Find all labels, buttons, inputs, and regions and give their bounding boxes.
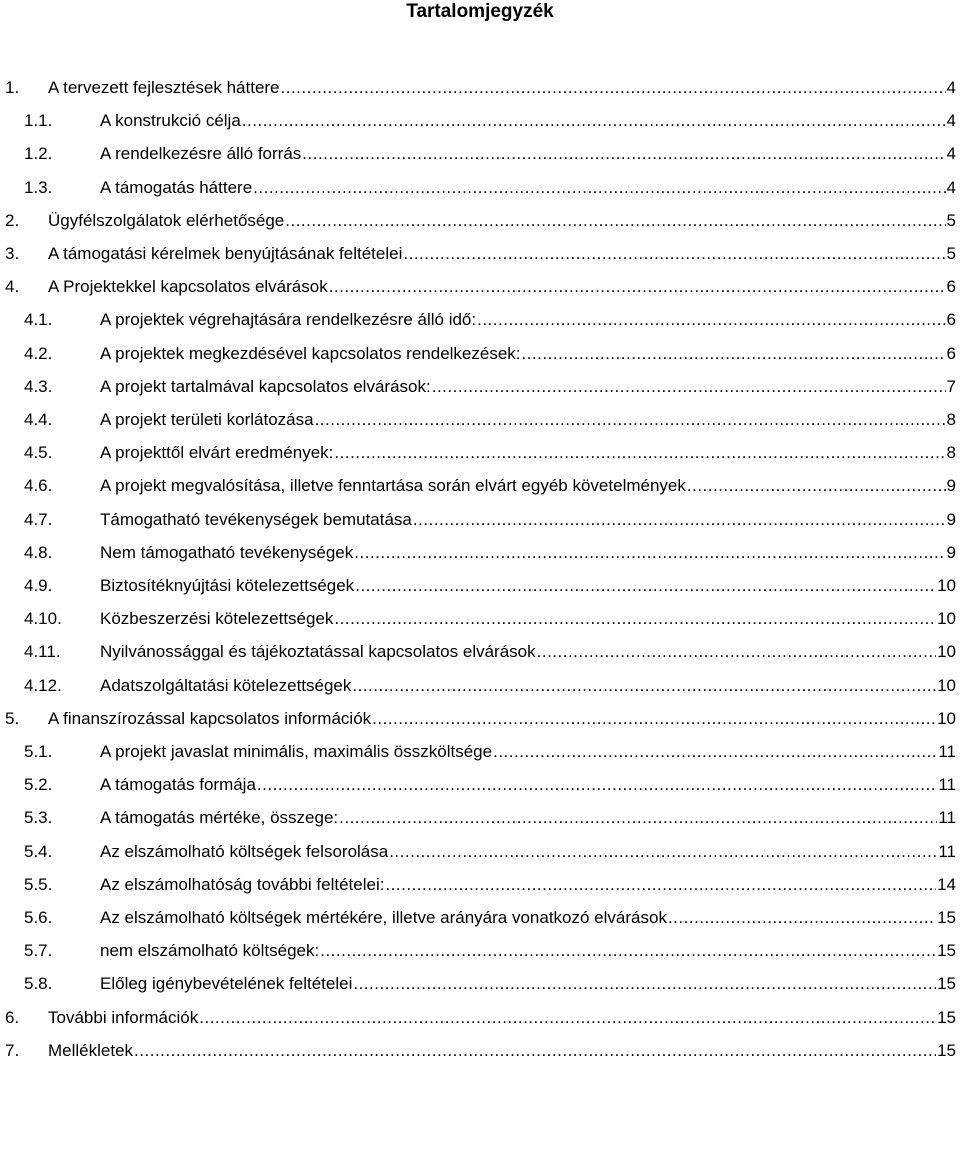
toc-entry[interactable] — [0, 270, 960, 303]
toc-entry[interactable] — [0, 237, 960, 270]
toc-leader-dots — [493, 735, 937, 768]
toc-entry-page: 4 — [946, 78, 956, 97]
toc-leader-dots — [372, 702, 936, 735]
toc-leader-dots — [334, 602, 936, 635]
toc-entry-label[interactable]: A projekt tartalmával kapcsolatos elvárások: — [100, 377, 431, 396]
toc-entry-page: 4 — [946, 144, 956, 163]
toc-leader-dots — [329, 270, 946, 303]
toc-entry-number: 5.8. — [24, 974, 53, 993]
toc-entry[interactable] — [0, 370, 960, 403]
toc-entry[interactable] — [0, 337, 960, 370]
toc-entry-number: 4.3. — [24, 377, 53, 396]
toc-entry-number: 4.11. — [24, 642, 61, 661]
toc-entry[interactable] — [0, 602, 960, 635]
toc-leader-dots — [339, 801, 937, 834]
toc-entry-page: 9 — [946, 543, 956, 562]
toc-entry-label[interactable]: A projekt javaslat minimális, maximális összköltsége — [100, 742, 493, 761]
toc-entry-number: 1.2. — [24, 144, 53, 163]
toc-entry-number: 5.3. — [24, 808, 53, 827]
toc-entry-number: 4.12. — [24, 676, 62, 695]
toc-entry[interactable] — [0, 635, 960, 668]
toc-entry-number: 6. — [5, 1008, 20, 1027]
toc-entry-label[interactable]: A konstrukció célja — [100, 111, 241, 130]
toc-entry-number: 4.5. — [24, 443, 53, 462]
toc-entry-number: 5.6. — [24, 908, 53, 927]
toc-entry-number: 5.2. — [24, 775, 53, 794]
toc-entry[interactable] — [0, 1001, 960, 1034]
toc-entry-label[interactable]: Adatszolgáltatási kötelezettségek — [100, 676, 352, 695]
toc-entry[interactable] — [0, 967, 960, 1000]
toc-entry-page: 9 — [946, 476, 956, 495]
toc-entry[interactable] — [0, 303, 960, 336]
toc-entry-number: 4.8. — [24, 543, 53, 562]
toc-leader-dots — [522, 337, 946, 370]
toc-leader-dots — [432, 370, 946, 403]
toc-entry-page: 15 — [937, 941, 956, 960]
toc-entry-page: 8 — [946, 443, 956, 462]
toc-leader-dots — [242, 104, 946, 137]
toc-entry-page: 10 — [937, 676, 956, 695]
toc-leader-dots — [320, 934, 936, 967]
toc-entry-number: 5.7. — [24, 941, 53, 960]
toc-entry-page: 15 — [937, 974, 956, 993]
toc-entry-page: 6 — [946, 277, 956, 296]
toc-entry-label[interactable]: A projekt területi korlátozása — [100, 410, 314, 429]
toc-title: Tartalomjegyzék — [406, 1, 554, 22]
toc-leader-dots — [477, 303, 945, 336]
toc-entry-label[interactable]: Nyilvánossággal és tájékoztatással kapcsolatos elvárások — [100, 642, 536, 661]
toc-entry-page: 4 — [946, 111, 956, 130]
toc-entry[interactable] — [0, 71, 960, 104]
toc-entry-number: 1.1. — [24, 111, 53, 130]
toc-leader-dots — [302, 137, 945, 170]
toc-entry-label[interactable]: A projekttől elvárt eredmények: — [100, 443, 334, 462]
toc-entry-label[interactable]: Közbeszerzési kötelezettségek — [100, 609, 334, 628]
toc-entry-label[interactable]: A támogatás formája — [100, 775, 256, 794]
toc-entry-label[interactable]: Ügyfélszolgálatok elérhetősége — [48, 211, 285, 230]
toc-entry-page: 14 — [937, 875, 956, 894]
toc-entry[interactable] — [0, 901, 960, 934]
toc-entry-page: 15 — [937, 1008, 956, 1027]
toc-entry-number: 4.10. — [24, 609, 62, 628]
toc-entry-number: 1. — [5, 78, 20, 97]
toc-entry-page: 7 — [946, 377, 956, 396]
toc-entry-page: 11 — [938, 742, 956, 761]
toc-leader-dots — [668, 901, 936, 934]
toc-entry[interactable] — [0, 503, 960, 536]
toc-leader-dots — [687, 469, 946, 502]
toc-entry-label[interactable]: Nem támogatható tevékenységek — [100, 543, 354, 562]
toc-entry[interactable] — [0, 934, 960, 967]
toc-entry-label[interactable]: A Projektekkel kapcsolatos elvárások — [48, 277, 328, 296]
toc-entry-number: 4.4. — [24, 410, 53, 429]
toc-entry-page: 10 — [937, 709, 956, 728]
toc-entry[interactable] — [0, 403, 960, 436]
toc-entry-number: 5.4. — [24, 842, 53, 861]
toc-entry-page: 6 — [946, 344, 956, 363]
toc-entry-number: 4.2. — [24, 344, 53, 363]
toc-entry[interactable] — [0, 1034, 960, 1067]
toc-entry-label[interactable]: Mellékletek — [48, 1041, 134, 1060]
toc-entry-label[interactable]: További információk — [48, 1008, 199, 1027]
toc-entry[interactable] — [0, 436, 960, 469]
toc-entry-number: 4.9. — [24, 576, 53, 595]
toc-entry[interactable] — [0, 868, 960, 901]
toc-leader-dots — [352, 669, 936, 702]
toc-entry-page: 6 — [946, 310, 956, 329]
toc-entry-page: 8 — [946, 410, 956, 429]
toc-leader-dots — [199, 1001, 936, 1034]
toc-entry[interactable] — [0, 835, 960, 868]
toc-entry[interactable] — [0, 536, 960, 569]
toc-leader-dots — [413, 503, 946, 536]
toc-entry-number: 4. — [5, 277, 20, 296]
toc-entry[interactable] — [0, 204, 960, 237]
toc-leader-dots — [285, 204, 945, 237]
toc-entry[interactable] — [0, 104, 960, 137]
toc-entry-number: 2. — [5, 211, 20, 230]
toc-entry[interactable] — [0, 469, 960, 502]
toc-entry-label[interactable]: Előleg igénybevételének feltételei — [100, 974, 353, 993]
toc-entry-number: 4.6. — [24, 476, 53, 495]
toc-entry[interactable] — [0, 669, 960, 702]
toc-leader-dots — [315, 403, 946, 436]
toc-entry-page: 10 — [937, 609, 956, 628]
toc-entry[interactable] — [0, 171, 960, 204]
toc-leader-dots — [281, 71, 946, 104]
toc-entry-number: 5.1. — [24, 742, 53, 761]
toc-entry[interactable] — [0, 702, 960, 735]
toc-entry-label[interactable]: Támogatható tevékenységek bemutatása — [100, 510, 412, 529]
toc-entry-number: 3. — [5, 244, 20, 263]
toc-entry-page: 10 — [937, 642, 956, 661]
toc-leader-dots — [134, 1034, 936, 1067]
toc-entry-page: 5 — [946, 211, 956, 230]
toc-leader-dots — [389, 835, 937, 868]
toc-entry-page: 5 — [946, 244, 956, 263]
toc-entry-page: 9 — [946, 510, 956, 529]
toc-entry-number: 1.3. — [24, 178, 53, 197]
toc-entry-label[interactable]: A tervezett fejlesztések háttere — [48, 78, 280, 97]
toc-entry-page: 10 — [937, 576, 956, 595]
toc-leader-dots — [257, 768, 937, 801]
toc-leader-dots — [253, 171, 945, 204]
toc-entry[interactable] — [0, 137, 960, 170]
toc-entry-number: 4.7. — [24, 510, 53, 529]
toc-entry-page: 15 — [937, 1041, 956, 1060]
toc-entry-page: 11 — [938, 842, 956, 861]
toc-entry-label[interactable]: A támogatás mértéke, összege: — [100, 808, 339, 827]
toc-leader-dots — [355, 569, 936, 602]
toc-entry-page: 11 — [938, 808, 956, 827]
toc-entry[interactable] — [0, 569, 960, 602]
toc-entry-number: 5.5. — [24, 875, 53, 894]
toc-entry-number: 7. — [5, 1041, 20, 1060]
toc-entry-page: 4 — [946, 178, 956, 197]
toc-leader-dots — [354, 536, 945, 569]
toc-leader-dots — [537, 635, 936, 668]
toc-leader-dots — [353, 967, 936, 1000]
toc-entry-label[interactable]: A projektek megkezdésével kapcsolatos rendelkezések: — [100, 344, 521, 363]
toc-entry-page: 15 — [937, 908, 956, 927]
toc-entry-label[interactable]: Az elszámolható költségek felsorolása — [100, 842, 389, 861]
toc-leader-dots — [385, 868, 936, 901]
toc-entry-label[interactable]: A rendelkezésre álló forrás — [100, 144, 302, 163]
toc-leader-dots — [403, 237, 945, 270]
toc-entry-label[interactable]: Az elszámolhatóság további feltételei: — [100, 875, 385, 894]
toc-entry[interactable] — [0, 735, 960, 768]
toc-entry-label[interactable]: A finanszírozással kapcsolatos információk — [48, 709, 372, 728]
toc-entry[interactable] — [0, 768, 960, 801]
toc-entry-label[interactable]: nem elszámolható költségek: — [100, 941, 320, 960]
toc-entry-label[interactable]: Az elszámolható költségek mértékére, illetve arányára vonatkozó elvárások — [100, 908, 667, 927]
toc-entry-label[interactable]: A projekt megvalósítása, illetve fenntartása során elvárt egyéb követelmények — [100, 476, 686, 495]
toc-entry[interactable] — [0, 801, 960, 834]
toc-entry-number: 4.1. — [24, 310, 53, 329]
toc-entry-number: 5. — [5, 709, 20, 728]
toc-entry-page: 11 — [938, 775, 956, 794]
toc-entry-label[interactable]: A támogatási kérelmek benyújtásának feltételei — [48, 244, 403, 263]
toc-leader-dots — [334, 436, 945, 469]
toc-entry-label[interactable]: Biztosítéknyújtási kötelezettségek — [100, 576, 355, 595]
toc-entry-label[interactable]: A projektek végrehajtására rendelkezésre álló idő: — [100, 310, 477, 329]
toc-entry-label[interactable]: A támogatás háttere — [100, 178, 253, 197]
